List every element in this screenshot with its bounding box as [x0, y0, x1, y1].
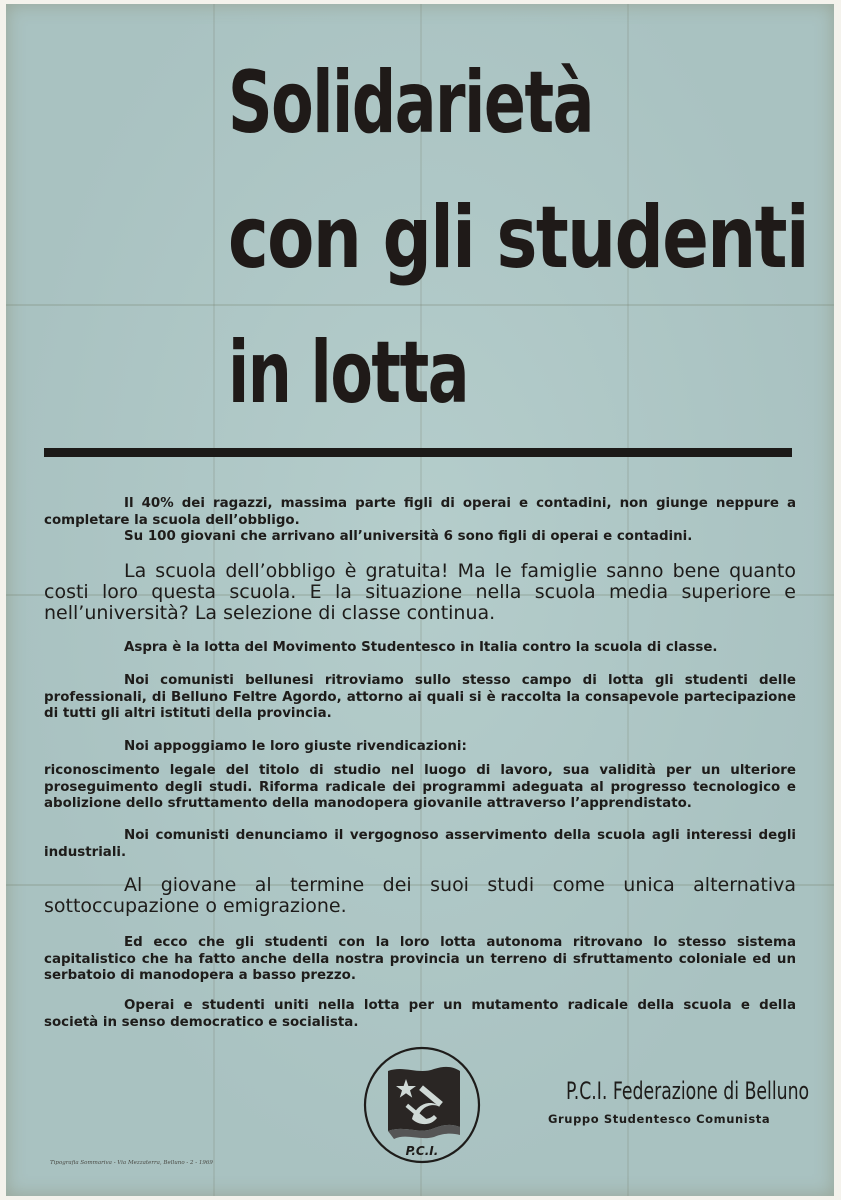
paragraph-6: Noi appoggiamo le loro giuste rivendicazioni: [124, 739, 467, 754]
hammer-sickle-star-flag-icon [388, 1067, 460, 1139]
poster-title-line-2: con gli studenti [228, 188, 808, 288]
paragraph-capitalism [44, 935, 796, 985]
logo-text: P.C.I. [405, 1144, 439, 1158]
paragraph-1: Il 40% dei ragazzi, massima parte figli di operai e contadini, non giunge neppure a completare la scuola dell’obbligo. [44, 496, 796, 528]
paragraph-demands [44, 763, 796, 813]
paragraph-closing [44, 998, 796, 1031]
paragraph-8: Noi comunisti denunciamo il vergognoso asservimento della scuola agli interessi degli industriali. [44, 828, 796, 860]
paragraph-belluno [44, 673, 796, 723]
paragraph-11: Operai e studenti uniti nella lotta per un mutamento radicale della scuola e della società in senso democratico e socialista. [44, 998, 796, 1030]
signature-federation: P.C.I. Federazione di Belluno [566, 1077, 810, 1105]
title-divider [44, 448, 792, 457]
paragraph-large-1 [44, 561, 796, 624]
pci-logo [362, 1045, 482, 1165]
paragraph-denounce [44, 828, 796, 861]
poster-title-line-3: in lotta [228, 323, 469, 423]
paragraph-5: Noi comunisti bellunesi ritroviamo sullo stesso campo di lotta gli studenti delle professionali, di Belluno Feltre Agordo, attorno ai quali si è raccolta la consapevole partecipazione di tutti gli altri istituti della provincia. [44, 673, 796, 721]
paragraph-large-2 [44, 875, 796, 917]
signature-group: Gruppo Studentesco Comunista [548, 1112, 771, 1126]
paragraph-statistics [44, 496, 796, 529]
printer-imprint: Tipografia Sommariva - Via Mezzaterra, Belluno - 2 - 1969 [50, 1160, 213, 1166]
paragraph-university [44, 529, 796, 546]
paragraph-4: Aspra è la lotta del Movimento Studentesco in Italia contro la scuola di classe. [124, 640, 718, 655]
paragraph-support [44, 739, 796, 756]
paragraph-10: Ed ecco che gli studenti con la loro lotta autonoma ritrovano lo stesso sistema capitalistico che ha fatto anche della nostra provincia un terreno di sfruttamento coloniale ed un serbatoio di manodopera a basso prezzo. [44, 935, 796, 983]
paragraph-struggle [44, 640, 796, 657]
paragraph-3: La scuola dell’obbligo è gratuita! Ma le famiglie sanno bene quanto costi loro questa scuola. E la situazione nella scuola media superiore e nell’università? La selezione di classe continua. [44, 560, 796, 624]
paragraph-2: Su 100 giovani che arrivano all’università 6 sono figli di operai e contadini. [124, 529, 693, 544]
poster-title-line-1: Solidarietà [228, 53, 593, 153]
paragraph-9: Al giovane al termine dei suoi studi come unica alternativa sottoccupazione o emigrazione. [44, 874, 796, 917]
paragraph-7: riconoscimento legale del titolo di studio nel luogo di lavoro, sua validità per un ulteriore proseguimento degli studi. Riforma radicale dei programmi adeguata al progresso tecnologico e abolizione dello sfruttamento della manodopera giovanile attraverso l’apprendistato. [44, 763, 796, 811]
